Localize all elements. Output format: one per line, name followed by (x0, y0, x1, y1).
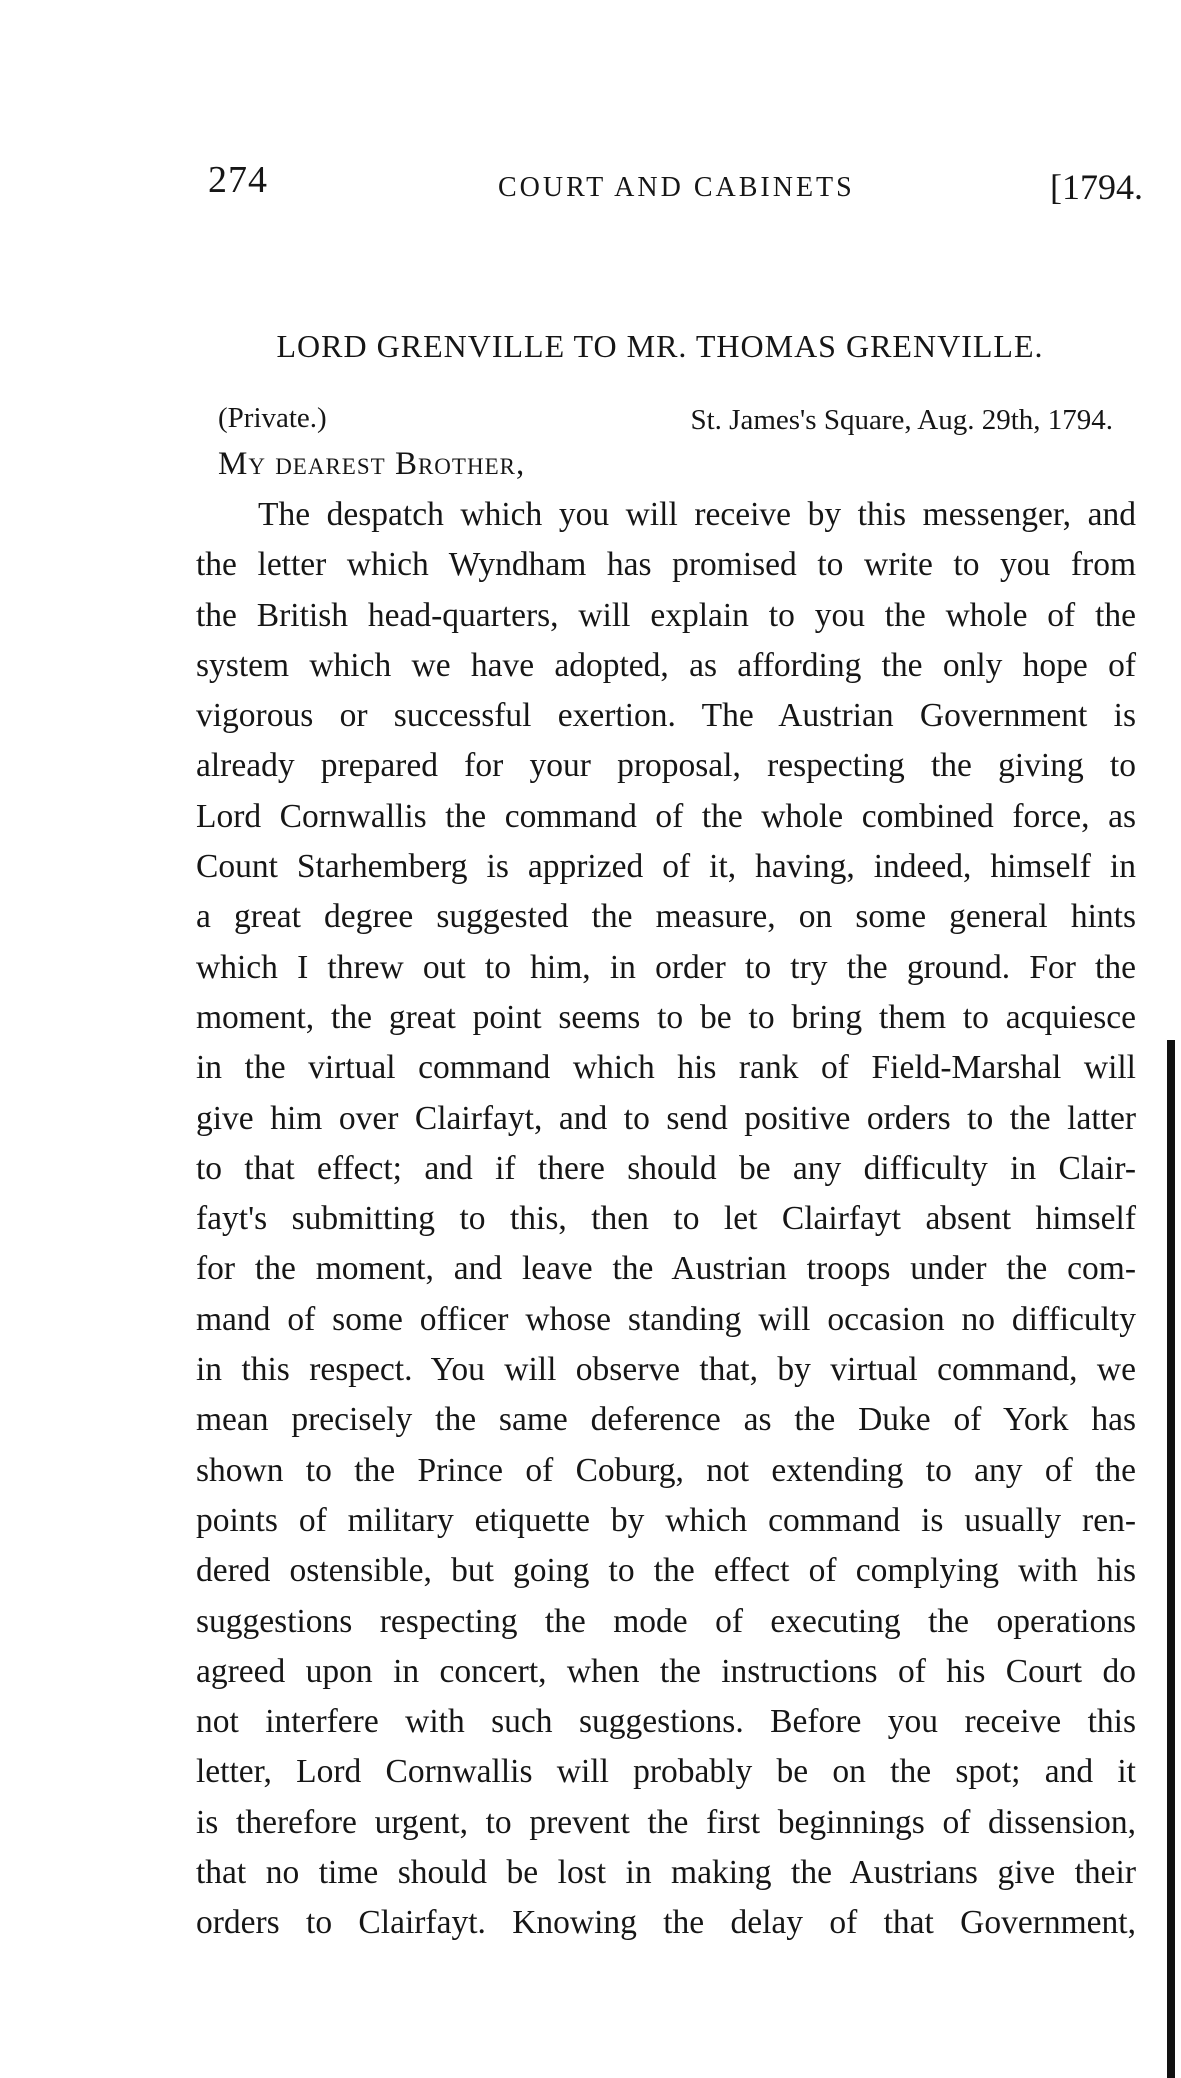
body-line: not interfere with such suggestions. Before you receive this (196, 1703, 1136, 1741)
body-line: the letter which Wyndham has promised to write to you from (196, 546, 1136, 584)
letter-meta (218, 402, 1113, 446)
body-line: The despatch which you will receive by this messenger, and (258, 496, 1136, 533)
salutation: My dearest Brother, (218, 446, 526, 482)
running-title: COURT AND CABINETS (498, 172, 855, 203)
page-number: 274 (208, 159, 268, 201)
body-line: in this respect. You will observe that, by virtual command, we (196, 1351, 1136, 1389)
body-line: agreed upon in concert, when the instructions of his Court do (196, 1652, 1136, 1690)
body-line: points of military etiquette by which command is usually ren- (196, 1501, 1136, 1539)
body-line: the British head-quarters, will explain to you the whole of the (196, 596, 1136, 634)
body-line: orders to Clairfayt. Knowing the delay of that Government, (196, 1904, 1136, 1942)
body-line: for the moment, and leave the Austrian troops under the com- (196, 1250, 1136, 1288)
body-line: moment, the great point seems to be to bring them to acquiesce (196, 998, 1136, 1036)
letter-heading: LORD GRENVILLE TO MR. THOMAS GRENVILLE. (276, 328, 1044, 364)
letter-body (196, 490, 1136, 1949)
body-line: vigorous or successful exertion. The Austrian Government is (196, 697, 1136, 735)
body-line: give him over Clairfayt, and to send positive orders to the latter (196, 1099, 1136, 1137)
body-line: mand of some officer whose standing will occasion no difficulty (196, 1300, 1136, 1338)
page-edge-shadow (1167, 1040, 1175, 2078)
body-line: mean precisely the same deference as the Duke of York has (196, 1401, 1136, 1439)
body-line: system which we have adopted, as affording the only hope of (196, 646, 1136, 684)
body-line: to that effect; and if there should be any difficulty in Clair- (196, 1149, 1136, 1187)
private-note: (Private.) (218, 402, 327, 434)
body-line: which I threw out to him, in order to try the ground. For the (196, 948, 1136, 986)
body-line: dered ostensible, but going to the effect of complying with his (196, 1552, 1136, 1590)
running-head (208, 158, 1143, 218)
body-line: is therefore urgent, to prevent the first beginnings of dissension, (196, 1803, 1136, 1841)
body-line: that no time should be lost in making the Austrians give their (196, 1854, 1136, 1892)
body-line: letter, Lord Cornwallis will probably be on the spot; and it (196, 1753, 1136, 1791)
body-line: fayt's submitting to this, then to let Clairfayt absent himself (196, 1200, 1136, 1238)
body-line: already prepared for your proposal, respecting the giving to (196, 747, 1136, 785)
place-date: St. James's Square, Aug. 29th, 1794. (690, 404, 1113, 436)
running-year: [1794. (1050, 167, 1143, 207)
body-line: shown to the Prince of Coburg, not extending to any of the (196, 1451, 1136, 1489)
body-line: Lord Cornwallis the command of the whole combined force, as (196, 797, 1136, 835)
body-line: a great degree suggested the measure, on some general hints (196, 898, 1136, 936)
body-line: Count Starhemberg is apprized of it, having, indeed, himself in (196, 848, 1136, 886)
body-line: in the virtual command which his rank of Field-Marshal will (196, 1049, 1136, 1087)
body-line: suggestions respecting the mode of executing the operations (196, 1602, 1136, 1640)
